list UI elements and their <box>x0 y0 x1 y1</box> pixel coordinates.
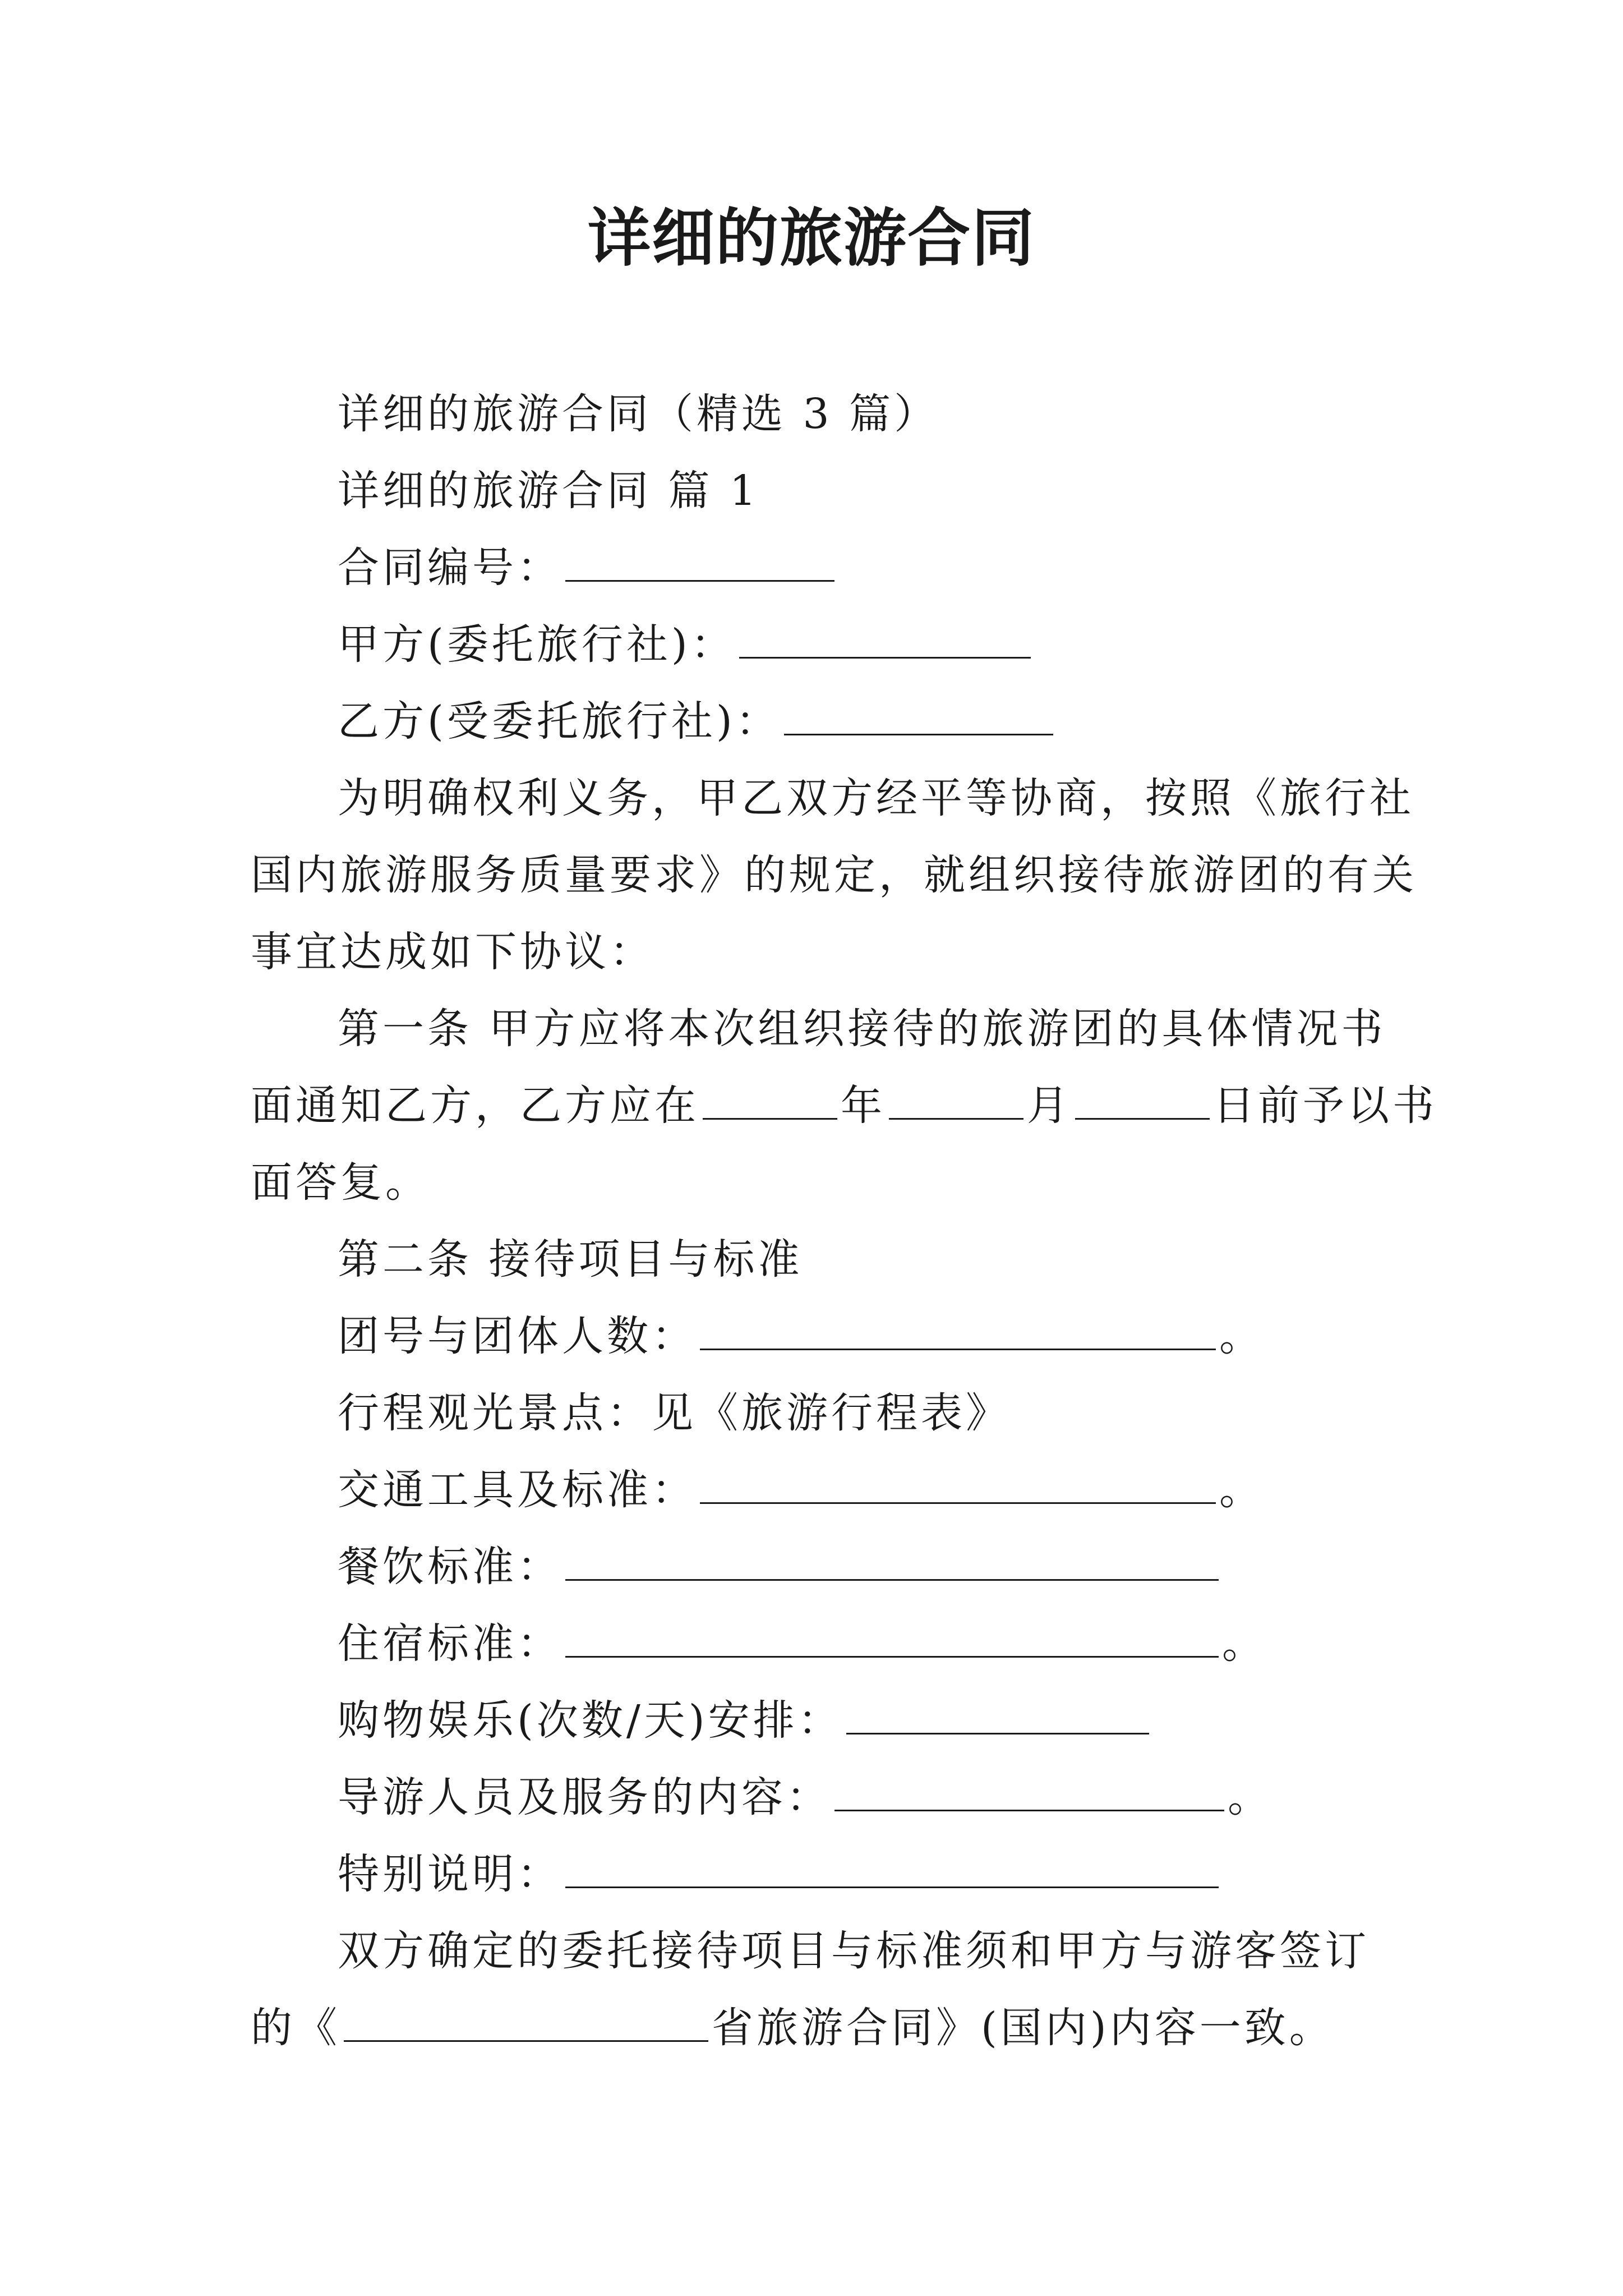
subtitle: 详细的旅游合同（精选 3 篇） <box>338 390 939 438</box>
year-label: 年 <box>841 1082 886 1130</box>
party-b-label: 乙方(受委托旅行社)： <box>338 697 781 746</box>
contract-number-blank <box>565 543 834 582</box>
year-blank <box>703 1081 837 1120</box>
intro-line-2: 国内旅游服务质量要求》的规定，就组织接待旅游团的有关 <box>251 851 1417 899</box>
transport-line <box>251 1452 1389 1529</box>
guide-period: 。 <box>1228 1773 1272 1821</box>
special-label: 特别说明： <box>338 1850 562 1898</box>
document-title: 详细的旅游合同 <box>588 201 1035 275</box>
article-1-line-2 <box>251 1068 1437 1144</box>
meal-blank <box>565 1542 1219 1581</box>
guide-line <box>251 1759 1389 1836</box>
closing-line-2 <box>251 1990 1389 2067</box>
transport-label: 交通工具及标准： <box>338 1466 697 1514</box>
lodging-period: 。 <box>1222 1619 1267 1668</box>
party-a-label: 甲方(委托旅行社)： <box>338 620 736 669</box>
transport-period: 。 <box>1219 1466 1264 1514</box>
guide-blank <box>834 1773 1224 1811</box>
itinerary-line: 行程观光景点：见《旅游行程表》 <box>338 1389 1011 1437</box>
party-b-line <box>251 683 1389 760</box>
group-blank <box>700 1312 1216 1350</box>
article-1-text: 面通知乙方，乙方应在 <box>251 1082 699 1130</box>
contract-number-label: 合同编号： <box>338 544 562 592</box>
day-label: 日前予以书 <box>1213 1082 1437 1130</box>
lodging-blank <box>565 1619 1219 1658</box>
shopping-line <box>251 1682 1389 1759</box>
party-b-blank <box>784 697 1053 735</box>
party-a-line <box>251 606 1389 683</box>
shopping-label: 购物娱乐(次数/天)安排： <box>338 1696 843 1745</box>
intro-line-1: 为明确权利义务，甲乙双方经平等协商，按照《旅行社 <box>338 774 1414 822</box>
month-label: 月 <box>1027 1082 1072 1130</box>
meal-label: 餐饮标准： <box>338 1543 562 1591</box>
article-1-line-3: 面答复。 <box>251 1158 430 1207</box>
guide-label: 导游人员及服务的内容： <box>338 1773 831 1821</box>
province-blank <box>344 2003 708 2042</box>
lodging-line <box>251 1605 1389 1682</box>
meal-line <box>251 1529 1389 1605</box>
closing-line-1: 双方确定的委托接待项目与标准须和甲方与游客签订 <box>338 1927 1370 1975</box>
closing-text-a: 的《 <box>251 2004 340 2052</box>
transport-blank <box>700 1465 1216 1504</box>
lodging-label: 住宿标准： <box>338 1619 562 1668</box>
section-heading: 详细的旅游合同 篇 1 <box>338 467 760 515</box>
party-a-blank <box>739 620 1031 659</box>
article-1-line-1: 第一条 甲方应将本次组织接待的旅游团的具体情况书 <box>338 1005 1386 1053</box>
article-2-heading: 第二条 接待项目与标准 <box>338 1235 803 1283</box>
document-body <box>251 376 1437 2067</box>
month-blank <box>889 1081 1023 1120</box>
intro-line-3: 事宜达成如下协议： <box>251 928 654 976</box>
shopping-blank <box>846 1696 1149 1734</box>
group-label: 团号与团体人数： <box>338 1312 697 1360</box>
day-blank <box>1075 1081 1210 1120</box>
group-line <box>251 1298 1389 1375</box>
contract-number-line <box>251 530 1389 606</box>
closing-text-b: 省旅游合同》(国内)内容一致。 <box>712 2004 1334 2052</box>
special-line <box>251 1836 1389 1913</box>
special-blank <box>565 1849 1219 1888</box>
group-period: 。 <box>1219 1312 1264 1360</box>
